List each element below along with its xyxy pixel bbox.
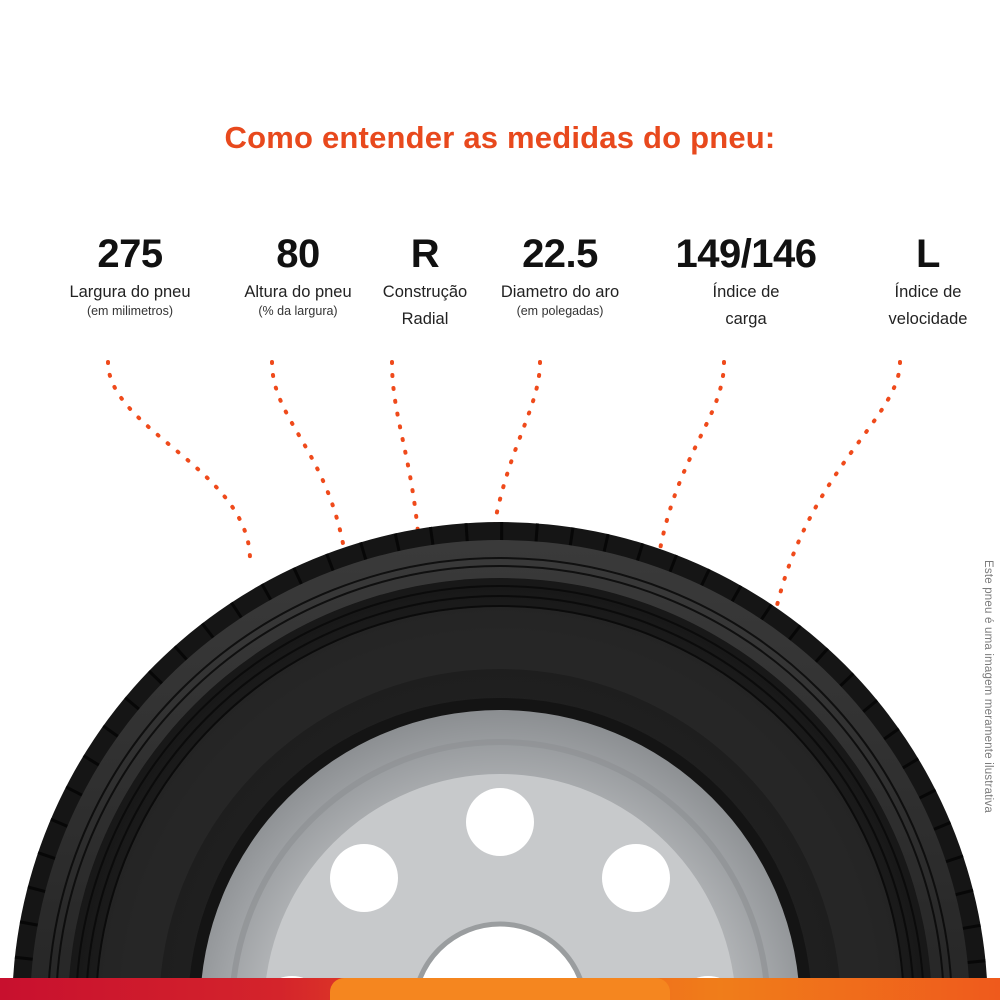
callout-subtext: carga [725, 310, 767, 328]
callout-subtext: velocidade [888, 310, 968, 328]
callout-item [472, 232, 648, 319]
callout-item [42, 232, 218, 319]
tire-illustration [0, 470, 1000, 1000]
callout-subtext: (em polegadas) [516, 304, 604, 318]
tire-body [12, 522, 988, 1000]
callout-subtext: (% da largura) [258, 304, 338, 318]
callout-code: R [410, 232, 440, 276]
tire-svg [0, 470, 1000, 1000]
bottom-color-bar [0, 978, 1000, 1000]
callout-code: 80 [276, 232, 320, 276]
callout-description: Índice de [712, 283, 780, 301]
page-title: Como entender as medidas do pneu: [224, 120, 776, 155]
callout-code: 22.5 [522, 232, 598, 276]
callout-subtext: (em milimetros) [86, 304, 174, 318]
callout-description: Construção [382, 283, 468, 301]
callout-item [646, 232, 846, 330]
callout-item [360, 232, 490, 330]
callout-item [848, 232, 1000, 330]
illustrative-image-note: Este pneu é uma imagem meramente ilustrativa [982, 560, 994, 813]
callout-code: 275 [97, 232, 163, 276]
callout-description: Diametro do aro [500, 283, 620, 301]
callout-subtext: Radial [401, 310, 449, 328]
callout-code: L [916, 232, 940, 276]
callout-code: 149/146 [675, 232, 817, 276]
callout-description: Largura do pneu [69, 283, 191, 301]
callout-group [30, 232, 980, 362]
callout-description: Altura do pneu [244, 283, 352, 301]
bottom-color-bar-accent [330, 978, 670, 1000]
callout-description: Índice de [894, 283, 962, 301]
